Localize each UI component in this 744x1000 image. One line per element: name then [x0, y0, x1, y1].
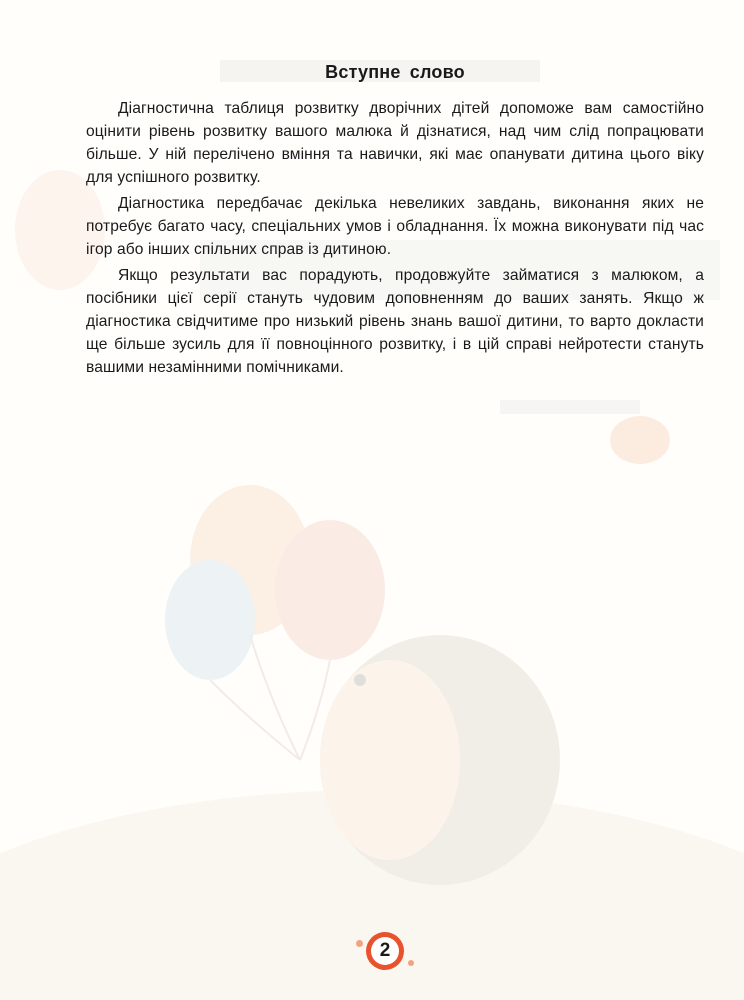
decorative-dot	[408, 960, 414, 966]
decorative-dot	[356, 940, 363, 947]
page-number: 2	[371, 937, 399, 965]
paragraph-3: Якщо результати вас порадують, продовжуйте займатися з малюком, а посібники цієї серії стануть чудовим доповненням до ваших занять. Якщо ж діагностика свідчитиме про низький рівень знань вашої дитини, то варто докласти ще більше зусиль для її повноцінного розвитку, і в цій справі нейротести стануть вашими незамінними помічниками.	[86, 267, 704, 376]
paragraph-1: Діагностична таблиця розвитку дворічних дітей допоможе вам самостійно оцінити рівень розвитку вашого малюка й дізнатися, над чим слід попрацювати більше. У ній перелічено вміння та навички, які має опанувати дитина цього віку для успішного розвитку.	[86, 100, 704, 186]
page-number-badge	[366, 932, 404, 970]
section-title: Вступне слово	[325, 62, 465, 82]
intro-section	[86, 62, 704, 382]
paragraph-2: Діагностика передбачає декілька невеликих завдань, виконання яких не потребує багато часу, спеціальних умов і обладнання. Їх можна виконувати під час ігор або інших спільних справ із дитиною.	[86, 195, 704, 258]
